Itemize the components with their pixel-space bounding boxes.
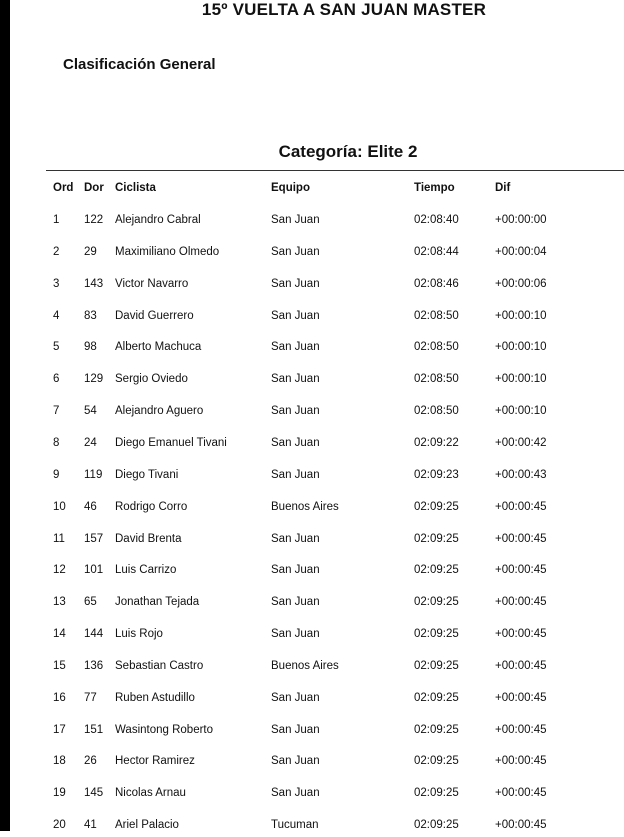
table-row xyxy=(0,405,624,423)
equipo-cell: San Juan xyxy=(271,468,320,481)
table-row xyxy=(0,660,624,678)
table-row xyxy=(0,724,624,742)
ciclista-cell: Diego Tivani xyxy=(115,468,179,481)
ciclista-cell: David Brenta xyxy=(115,532,182,545)
tiempo-cell: 02:09:25 xyxy=(414,787,459,800)
table-row xyxy=(0,533,624,551)
table-row xyxy=(0,341,624,359)
ciclista-cell: Alejandro Aguero xyxy=(115,405,204,418)
ord-cell: 9 xyxy=(53,468,60,481)
ord-cell: 16 xyxy=(53,691,66,704)
table-row xyxy=(0,564,624,582)
equipo-cell: San Juan xyxy=(271,436,320,449)
ciclista-cell: Luis Rojo xyxy=(115,628,163,641)
dif-cell: +00:00:45 xyxy=(495,819,547,832)
table-row xyxy=(0,469,624,487)
ciclista-cell: Ariel Palacio xyxy=(115,819,179,832)
dif-cell: +00:00:04 xyxy=(495,245,547,258)
tiempo-cell: 02:08:50 xyxy=(414,405,459,418)
equipo-cell: San Juan xyxy=(271,277,320,290)
ord-cell: 15 xyxy=(53,659,66,672)
column-header-ciclista: Ciclista xyxy=(115,182,156,194)
ciclista-cell: Victor Navarro xyxy=(115,277,189,290)
equipo-cell: San Juan xyxy=(271,309,320,322)
dor-cell: 122 xyxy=(84,214,104,226)
ord-cell: 4 xyxy=(53,309,60,322)
dif-cell: +00:00:10 xyxy=(495,341,547,354)
ord-cell: 1 xyxy=(53,214,60,226)
dif-cell: +00:00:42 xyxy=(495,436,547,449)
dor-cell: 41 xyxy=(84,819,97,832)
dor-cell: 77 xyxy=(84,691,97,704)
column-header-equipo: Equipo xyxy=(271,182,310,194)
column-header-ord: Ord xyxy=(53,182,74,194)
ciclista-cell: Jonathan Tejada xyxy=(115,596,200,609)
ord-cell: 10 xyxy=(53,500,66,513)
equipo-cell: Buenos Aires xyxy=(271,659,339,672)
ciclista-cell: Alberto Machuca xyxy=(115,341,202,354)
tiempo-cell: 02:08:50 xyxy=(414,309,459,322)
ord-cell: 18 xyxy=(53,755,66,768)
ciclista-cell: Hector Ramirez xyxy=(115,755,195,768)
dif-cell: +00:00:06 xyxy=(495,277,547,290)
tiempo-cell: 02:09:23 xyxy=(414,468,459,481)
tiempo-cell: 02:08:50 xyxy=(414,373,459,386)
tiempo-cell: 02:08:50 xyxy=(414,341,459,354)
ord-cell: 13 xyxy=(53,596,66,609)
equipo-cell: San Juan xyxy=(271,596,320,609)
dif-cell: +00:00:45 xyxy=(495,564,547,577)
dor-cell: 157 xyxy=(84,532,104,545)
equipo-cell: San Juan xyxy=(271,341,320,354)
dor-cell: 26 xyxy=(84,755,97,768)
table-row xyxy=(0,596,624,614)
document-title: 15º VUELTA A SAN JUAN MASTER xyxy=(201,0,487,19)
ord-cell: 2 xyxy=(53,245,60,258)
header-divider xyxy=(46,170,624,171)
table-row xyxy=(0,628,624,646)
equipo-cell: Buenos Aires xyxy=(271,500,339,513)
dif-cell: +00:00:43 xyxy=(495,468,547,481)
ord-cell: 3 xyxy=(53,277,60,290)
ciclista-cell: David Guerrero xyxy=(115,309,194,322)
ord-cell: 8 xyxy=(53,436,60,449)
dif-cell: +00:00:10 xyxy=(495,373,547,386)
table-row xyxy=(0,214,624,232)
ord-cell: 7 xyxy=(53,405,60,418)
ciclista-cell: Rodrigo Corro xyxy=(115,500,188,513)
ciclista-cell: Sebastian Castro xyxy=(115,659,204,672)
tiempo-cell: 02:09:25 xyxy=(414,596,459,609)
ord-cell: 5 xyxy=(53,341,60,354)
dor-cell: 54 xyxy=(84,405,97,418)
ciclista-cell: Diego Emanuel Tivani xyxy=(115,436,227,449)
ord-cell: 19 xyxy=(53,787,66,800)
tiempo-cell: 02:09:25 xyxy=(414,755,459,768)
tiempo-cell: 02:08:40 xyxy=(414,214,459,226)
tiempo-cell: 02:08:46 xyxy=(414,277,459,290)
dor-cell: 83 xyxy=(84,309,97,322)
ord-cell: 20 xyxy=(53,819,66,832)
category-title: Categoría: Elite 2 xyxy=(278,142,418,161)
ciclista-cell: Wasintong Roberto xyxy=(115,723,214,736)
dor-cell: 151 xyxy=(84,723,104,736)
table-row xyxy=(0,437,624,455)
table-row xyxy=(0,819,624,837)
equipo-cell: San Juan xyxy=(271,628,320,641)
dif-cell: +00:00:45 xyxy=(495,500,547,513)
equipo-cell: San Juan xyxy=(271,245,320,258)
column-header-dor: Dor xyxy=(84,182,104,194)
column-header-dif: Dif xyxy=(495,182,511,194)
ciclista-cell: Sergio Oviedo xyxy=(115,373,188,386)
column-header-tiempo: Tiempo xyxy=(414,182,455,194)
table-row xyxy=(0,755,624,773)
ord-cell: 6 xyxy=(53,373,60,386)
tiempo-cell: 02:09:22 xyxy=(414,436,459,449)
table-header-row xyxy=(0,182,624,200)
tiempo-cell: 02:09:25 xyxy=(414,532,459,545)
equipo-cell: San Juan xyxy=(271,405,320,418)
ord-cell: 12 xyxy=(53,564,66,577)
dif-cell: +00:00:10 xyxy=(495,405,547,418)
table-row xyxy=(0,246,624,264)
table-row xyxy=(0,787,624,805)
dif-cell: +00:00:10 xyxy=(495,309,547,322)
dif-cell: +00:00:45 xyxy=(495,723,547,736)
section-title: Clasificación General xyxy=(63,56,216,73)
dor-cell: 29 xyxy=(84,245,97,258)
equipo-cell: San Juan xyxy=(271,564,320,577)
tiempo-cell: 02:09:25 xyxy=(414,659,459,672)
equipo-cell: San Juan xyxy=(271,691,320,704)
table-row xyxy=(0,501,624,519)
equipo-cell: San Juan xyxy=(271,755,320,768)
equipo-cell: San Juan xyxy=(271,723,320,736)
dor-cell: 143 xyxy=(84,277,104,290)
ciclista-cell: Luis Carrizo xyxy=(115,564,177,577)
dor-cell: 98 xyxy=(84,341,97,354)
ord-cell: 14 xyxy=(53,628,66,641)
table-row xyxy=(0,310,624,328)
ord-cell: 11 xyxy=(53,532,65,545)
equipo-cell: San Juan xyxy=(271,214,320,226)
equipo-cell: San Juan xyxy=(271,787,320,800)
dor-cell: 119 xyxy=(84,468,103,481)
dif-cell: +00:00:45 xyxy=(495,628,547,641)
dif-cell: +00:00:45 xyxy=(495,596,547,609)
dif-cell: +00:00:45 xyxy=(495,532,547,545)
dif-cell: +00:00:45 xyxy=(495,787,547,800)
dor-cell: 24 xyxy=(84,436,97,449)
tiempo-cell: 02:08:44 xyxy=(414,245,459,258)
tiempo-cell: 02:09:25 xyxy=(414,628,459,641)
table-row xyxy=(0,278,624,296)
dor-cell: 144 xyxy=(84,628,104,641)
dor-cell: 101 xyxy=(84,564,104,577)
ciclista-cell: Alejandro Cabral xyxy=(115,214,201,226)
ord-cell: 17 xyxy=(53,723,66,736)
dif-cell: +00:00:45 xyxy=(495,691,547,704)
dor-cell: 145 xyxy=(84,787,104,800)
dif-cell: +00:00:45 xyxy=(495,659,547,672)
equipo-cell: Tucuman xyxy=(271,819,319,832)
table-row xyxy=(0,373,624,391)
equipo-cell: San Juan xyxy=(271,373,320,386)
dor-cell: 129 xyxy=(84,373,104,386)
table-row xyxy=(0,692,624,710)
ciclista-cell: Maximiliano Olmedo xyxy=(115,245,220,258)
tiempo-cell: 02:09:25 xyxy=(414,691,459,704)
dif-cell: +00:00:00 xyxy=(495,214,547,226)
tiempo-cell: 02:09:25 xyxy=(414,819,459,832)
ciclista-cell: Ruben Astudillo xyxy=(115,691,195,704)
dor-cell: 136 xyxy=(84,659,104,672)
tiempo-cell: 02:09:25 xyxy=(414,500,459,513)
dif-cell: +00:00:45 xyxy=(495,755,547,768)
equipo-cell: San Juan xyxy=(271,532,320,545)
dor-cell: 46 xyxy=(84,500,97,513)
tiempo-cell: 02:09:25 xyxy=(414,723,459,736)
tiempo-cell: 02:09:25 xyxy=(414,564,459,577)
ciclista-cell: Nicolas Arnau xyxy=(115,787,186,800)
dor-cell: 65 xyxy=(84,596,97,609)
